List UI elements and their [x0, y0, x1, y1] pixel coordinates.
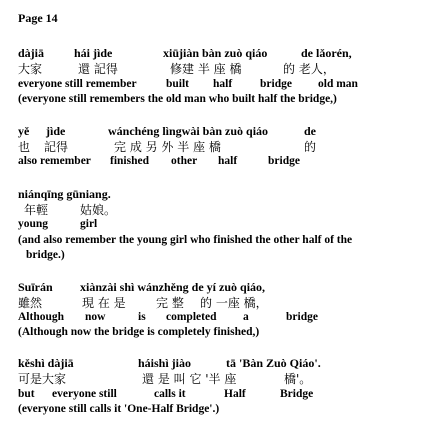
english-token: but [18, 388, 35, 400]
english-token: everyone still remember [18, 78, 137, 90]
stanza-4-translation: (Although now the bridge is completely finished,) [18, 326, 260, 338]
stanza-5-translation: (everyone still calls it 'One-Half Bridge'.) [18, 403, 220, 415]
hanzi-token: 修建 半 座 橋 [170, 62, 242, 76]
pinyin-token: de lǎorén, [301, 46, 352, 60]
hanzi-token: 年輕 [24, 203, 49, 217]
pinyin-token: de [304, 124, 316, 138]
english-token: now [85, 311, 106, 323]
english-token: also remember [18, 155, 91, 167]
stanza-1-hanzi [18, 63, 418, 77]
english-token: half [218, 155, 238, 167]
english-token: Half [224, 388, 246, 400]
english-token: finished [110, 155, 149, 167]
hanzi-token: 也 [18, 140, 31, 154]
english-token: old man [318, 78, 358, 90]
english-token: young [18, 218, 49, 230]
hanzi-token: 還 是 叫 它 '半 座 [142, 372, 237, 386]
stanza-1-pinyin [18, 47, 418, 61]
pinyin-token: yě [18, 124, 30, 138]
hanzi-token: 雖然 [18, 296, 43, 310]
pinyin-token: háishì jiào [138, 356, 192, 370]
stanza-3-hanzi [18, 204, 418, 218]
hanzi-token: 現 在 是 [82, 296, 126, 310]
pinyin-token: xiūjiàn bàn zuò qiáo [163, 46, 268, 60]
english-token: Bridge [280, 388, 314, 400]
stanza-2-english [18, 156, 418, 170]
pinyin-token: jìde [46, 124, 66, 138]
english-token: half [213, 78, 233, 90]
english-token: completed [166, 311, 217, 323]
pinyin-token: hái jìde [74, 46, 113, 60]
stanza-2-pinyin [18, 125, 418, 139]
stanza-4-hanzi [18, 297, 418, 311]
hanzi-token: 完 成 另 外 半 座 橋 [114, 140, 221, 154]
english-token: Although [18, 311, 65, 323]
stanza-1-translation: (everyone still remembers the old man who built half the bridge,) [18, 93, 337, 105]
english-token: other [171, 155, 198, 167]
hanzi-token: 大家 [18, 62, 43, 76]
english-token: is [138, 311, 146, 323]
pinyin-token: dàjiā [18, 46, 45, 60]
stanza-4-english [18, 312, 418, 326]
hanzi-token: 的 [304, 140, 317, 154]
hanzi-token: 姑娘。 [80, 203, 117, 217]
english-token: girl [80, 218, 98, 230]
stanza-3-english [18, 219, 418, 233]
pinyin-token: wánchéng lìngwài bàn zuò qiáo [108, 124, 269, 138]
pinyin-token: Suīrán [18, 280, 53, 294]
stanza-5-pinyin [18, 357, 418, 371]
pinyin-token: xiànzài shì wánzhěng de yí zuò qiáo, [80, 280, 266, 294]
stanza-3-translation: (and also remember the young girl who finished the other half of the [18, 234, 353, 246]
stanza-3-pinyin [18, 188, 418, 202]
hanzi-token: 記得 [44, 140, 69, 154]
pinyin-token: tā 'Bàn Zuò Qiáo'. [226, 356, 321, 370]
english-token: bridge [260, 78, 292, 90]
hanzi-token: 可是大家 [18, 372, 67, 386]
hanzi-token: 還 記得 [78, 62, 118, 76]
english-token: everyone still [52, 388, 117, 400]
english-token: a [243, 311, 249, 323]
stanza-5-english [18, 389, 418, 403]
stanza-5-hanzi [18, 373, 418, 387]
pinyin-token: kěshì dàjiā [18, 356, 74, 370]
english-token: bridge [268, 155, 300, 167]
pinyin-token: niánqīng gūniang. [18, 187, 111, 201]
english-token: bridge [286, 311, 318, 323]
hanzi-token: 的 老人， [283, 62, 335, 76]
stanza-2-hanzi [18, 141, 418, 155]
page-title: Page 14 [18, 11, 58, 25]
hanzi-token: 橋'。 [284, 372, 312, 386]
hanzi-token: 的 一座 橋， [200, 296, 268, 310]
english-token: calls it [154, 388, 186, 400]
stanza-3-translation-cont: bridge.) [26, 249, 65, 261]
stanza-1-english [18, 79, 418, 93]
hanzi-token: 完 整 [156, 296, 184, 310]
stanza-4-pinyin [18, 281, 418, 295]
english-token: built [166, 78, 190, 90]
